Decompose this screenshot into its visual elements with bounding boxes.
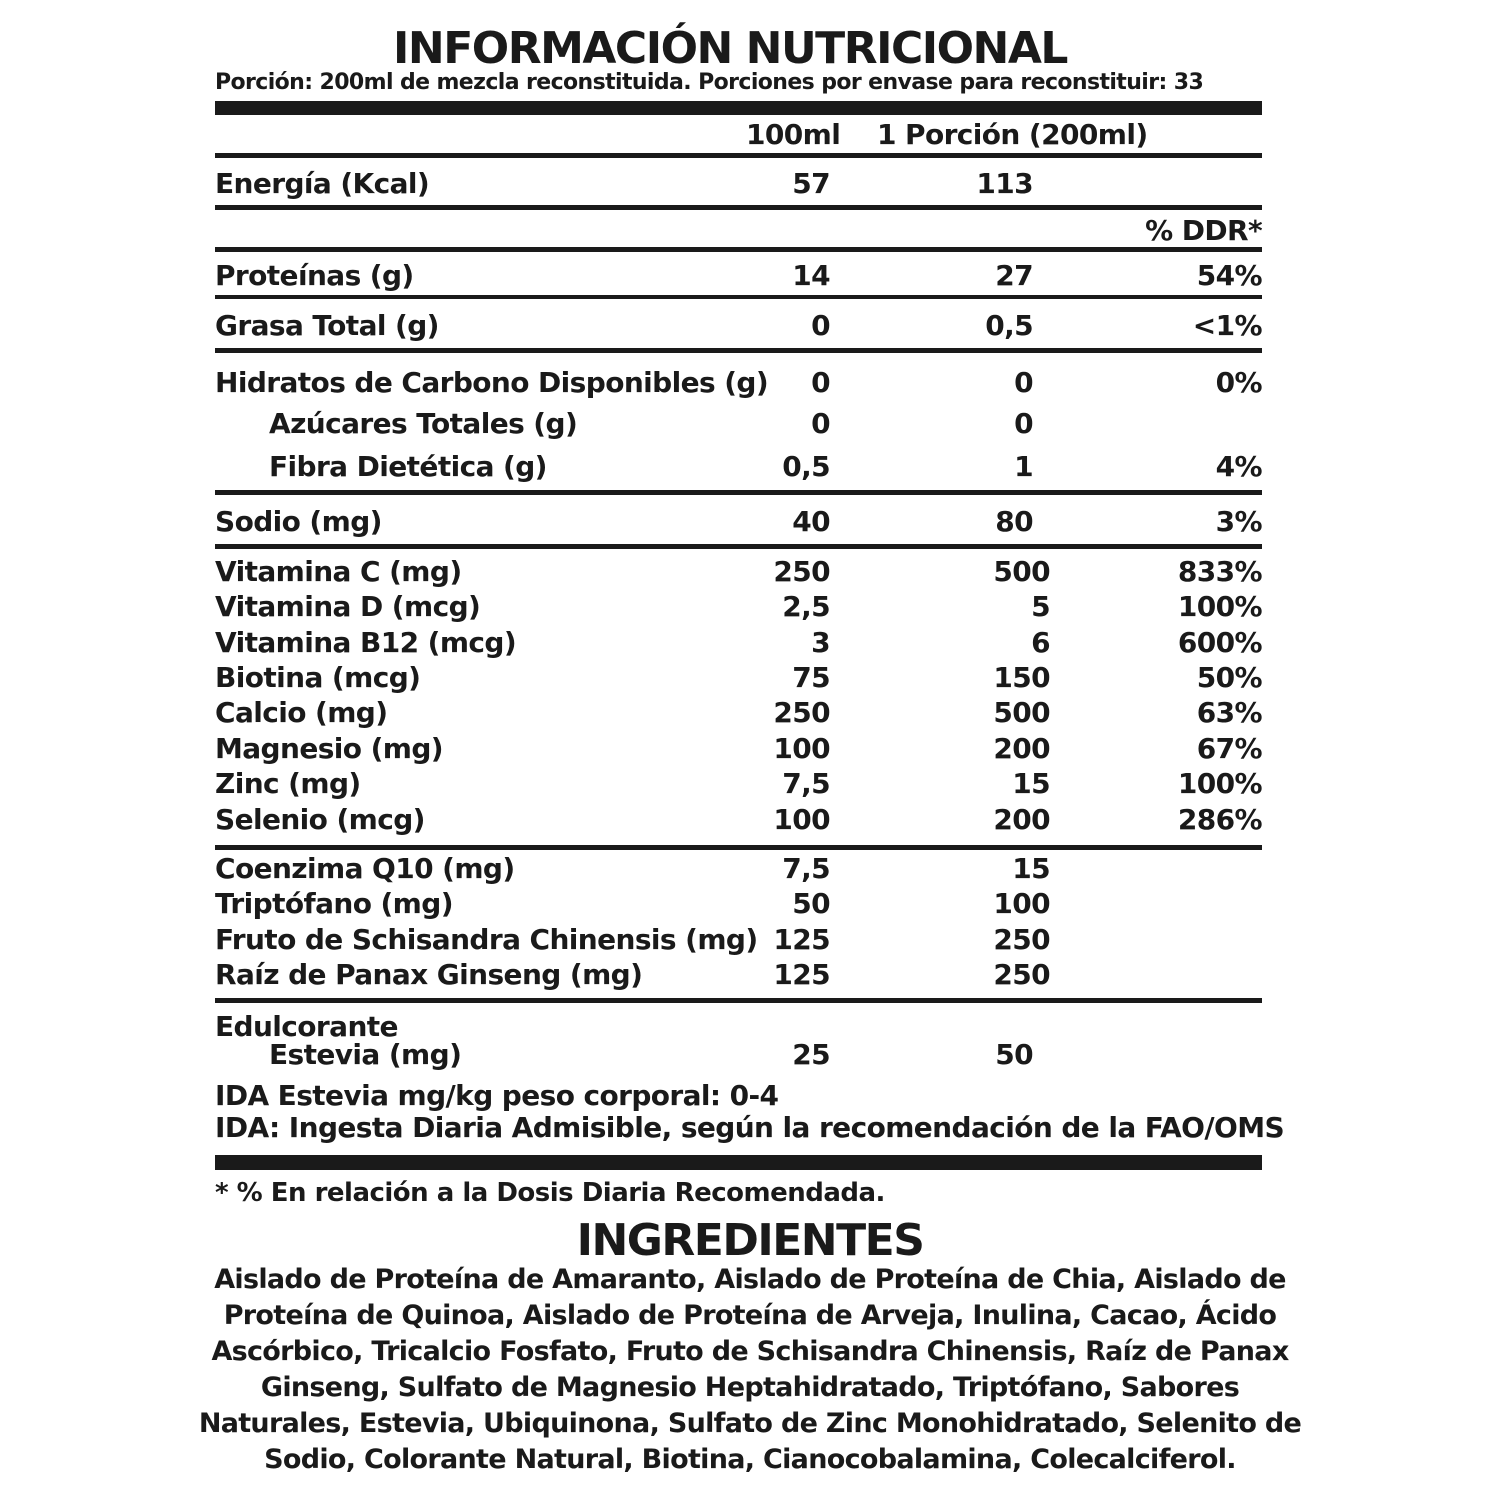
- rule: [215, 998, 1262, 1003]
- value-ddr: 286%: [1177, 803, 1262, 836]
- value-100ml: 100: [773, 803, 830, 836]
- nutrient-label: Calcio (mg): [215, 696, 388, 729]
- nutrition-title: INFORMACIÓN NUTRICIONAL: [393, 23, 1067, 74]
- serving-info: Porción: 200ml de mezcla reconstituida. Porciones por envase para reconstituir: 33: [215, 70, 1204, 95]
- value-portion: 100: [993, 887, 1050, 920]
- value-ddr: 600%: [1177, 626, 1262, 659]
- nutrient-label: Coenzima Q10 (mg): [215, 852, 515, 885]
- value-100ml: 7,5: [782, 767, 830, 800]
- value-portion: 200: [993, 803, 1050, 836]
- value-100ml: 125: [773, 958, 830, 991]
- nutrient-label: Vitamina C (mg): [215, 555, 462, 588]
- value-100ml: 250: [773, 555, 830, 588]
- ingredients-list: Aislado de Proteína de Amaranto, Aislado de Proteína de Chia, Aislado de Proteína de Quinoa, Aislado de Proteína de Arveja, Inulina, Cacao, Ácido Ascórbico, Tricalcio Fosfato, Fruto de Schisandra Chinensis, Raíz de Panax Ginseng, Sulfato de Magnesio Heptahidratado, Triptófano, Sabores Naturales, Estevia, Ubiquinona, Sulfato de Zinc Monohidratado, Selenito de Sodio, Colorante Natural, Biotina, Cianocobalamina, Colecalciferol.: [198, 1264, 1302, 1475]
- nutrient-label: Fibra Dietética (g): [269, 450, 547, 483]
- value-portion: 15: [1012, 852, 1050, 885]
- nutrient-label: Fruto de Schisandra Chinensis (mg): [215, 923, 758, 956]
- value-portion: 80: [995, 505, 1033, 538]
- nutrient-label: Estevia (mg): [269, 1038, 462, 1071]
- rule-thick-bottom: [215, 1155, 1262, 1170]
- header-portion: 1 Porción (200ml): [877, 118, 1148, 151]
- value-portion: 0: [1014, 366, 1033, 399]
- nutrient-label: Sodio (mg): [215, 505, 382, 538]
- value-100ml: 125: [773, 923, 830, 956]
- value-100ml: 0,5: [782, 450, 830, 483]
- rule: [215, 544, 1262, 549]
- value-ddr: 0%: [1215, 366, 1262, 399]
- nutrient-label: Vitamina D (mcg): [215, 590, 481, 623]
- value-portion: 200: [993, 732, 1050, 765]
- rule-thick-top: [215, 101, 1262, 115]
- value-portion: 6: [1031, 626, 1050, 659]
- ddr-footnote: * % En relación a la Dosis Diaria Recomendada.: [215, 1178, 885, 1208]
- nutrient-label: Biotina (mcg): [215, 661, 421, 694]
- nutrient-label: Magnesio (mg): [215, 732, 443, 765]
- value-portion: 500: [993, 696, 1050, 729]
- value-ddr: 54%: [1196, 259, 1262, 292]
- value-portion: 0,5: [985, 309, 1033, 342]
- value-portion: 500: [993, 555, 1050, 588]
- value-portion: 0: [1014, 407, 1033, 440]
- nutrient-label: Proteínas (g): [215, 259, 414, 292]
- value-100ml: 25: [792, 1038, 830, 1071]
- nutrient-label: Zinc (mg): [215, 767, 361, 800]
- nutrient-label: Triptófano (mg): [215, 887, 453, 920]
- value-ddr: 833%: [1177, 555, 1262, 588]
- value-100ml: 40: [792, 505, 830, 538]
- rule: [215, 205, 1262, 210]
- value-portion: 250: [993, 958, 1050, 991]
- nutrient-label: Hidratos de Carbono Disponibles (g): [215, 366, 769, 399]
- value-portion: 50: [995, 1038, 1033, 1071]
- value-portion: 15: [1012, 767, 1050, 800]
- value-100ml: 75: [792, 661, 830, 694]
- value-100ml: 50: [792, 887, 830, 920]
- sweetener-heading: Edulcorante: [215, 1010, 398, 1043]
- nutrient-label: Grasa Total (g): [215, 309, 439, 342]
- value-ddr: 100%: [1177, 767, 1262, 800]
- value-ddr: 3%: [1215, 505, 1262, 538]
- value-portion: 150: [993, 661, 1050, 694]
- value-ddr: 100%: [1177, 590, 1262, 623]
- value-portion: 250: [993, 923, 1050, 956]
- energy-portion: 113: [976, 167, 1033, 200]
- rule: [215, 348, 1262, 353]
- ingredients-title: INGREDIENTES: [576, 1215, 924, 1266]
- value-100ml: 0: [811, 309, 830, 342]
- rule: [215, 295, 1262, 299]
- value-100ml: 0: [811, 366, 830, 399]
- energy-100ml: 57: [792, 167, 830, 200]
- value-portion: 1: [1014, 450, 1033, 483]
- value-ddr: 63%: [1196, 696, 1262, 729]
- rule: [215, 490, 1262, 495]
- nutrient-label: Raíz de Panax Ginseng (mg): [215, 958, 643, 991]
- energy-label: Energía (Kcal): [215, 167, 430, 200]
- rule: [215, 845, 1262, 850]
- header-100ml: 100ml: [746, 118, 841, 151]
- nutrient-label: Vitamina B12 (mcg): [215, 626, 517, 659]
- rule: [215, 247, 1262, 252]
- value-100ml: 3: [811, 626, 830, 659]
- value-ddr: <1%: [1192, 309, 1262, 342]
- nutrient-label: Selenio (mcg): [215, 803, 425, 836]
- value-100ml: 100: [773, 732, 830, 765]
- nutrient-label: Azúcares Totales (g): [269, 407, 578, 440]
- rule: [215, 153, 1262, 158]
- value-ddr: 4%: [1215, 450, 1262, 483]
- value-portion: 5: [1031, 590, 1050, 623]
- value-100ml: 14: [792, 259, 830, 292]
- value-100ml: 250: [773, 696, 830, 729]
- value-100ml: 7,5: [782, 852, 830, 885]
- value-100ml: 0: [811, 407, 830, 440]
- value-100ml: 2,5: [782, 590, 830, 623]
- header-ddr: % DDR*: [1145, 214, 1262, 247]
- value-portion: 27: [995, 259, 1033, 292]
- value-ddr: 50%: [1196, 661, 1262, 694]
- value-ddr: 67%: [1196, 732, 1262, 765]
- ida-line: IDA Estevia mg/kg peso corporal: 0-4: [215, 1079, 779, 1112]
- ida-definition: IDA: Ingesta Diaria Admisible, según la recomendación de la FAO/OMS: [215, 1111, 1285, 1144]
